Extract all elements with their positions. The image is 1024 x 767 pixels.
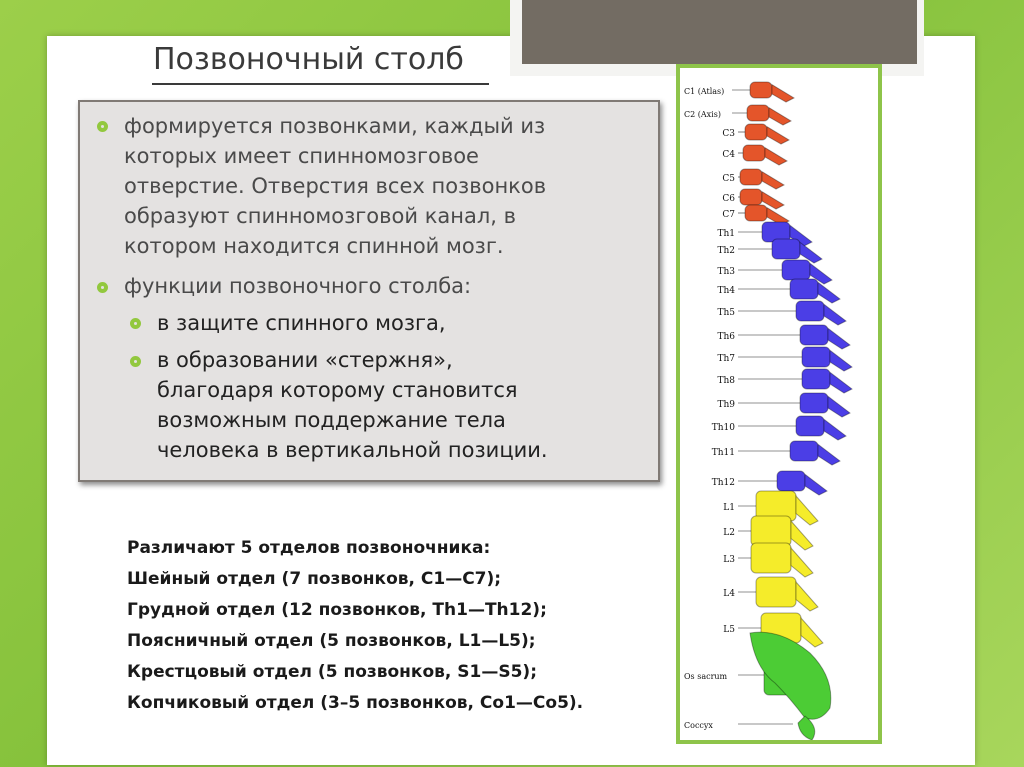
vertebra-process <box>791 548 813 577</box>
spine-section-line: Крестцовый отдел (5 позвонков, S1—S5); <box>127 662 537 682</box>
bullet-line: образуют спинномозговой канал, в <box>124 204 516 228</box>
vertebra-process <box>824 419 846 440</box>
vertebra-body <box>790 279 818 299</box>
sub-bullet-line: человека в вертикальной позиции. <box>157 438 548 462</box>
spine-label: C6 <box>722 194 735 204</box>
vertebra-body <box>790 441 818 461</box>
vertebra-body <box>747 105 769 121</box>
vertebra-body <box>802 347 830 367</box>
spine-label: C3 <box>722 129 735 139</box>
vertebra-body <box>800 325 828 345</box>
spine-section-line: Копчиковый отдел (3–5 позвонков, Co1—Co5). <box>127 693 584 713</box>
vertebra-body <box>802 369 830 389</box>
spine-label: C4 <box>722 150 735 160</box>
vertebra-process <box>762 172 784 189</box>
spine-section-line: Грудной отдел (12 позвонков, Th1—Th12); <box>127 600 547 620</box>
bullet-line: которых имеет спинномозговое <box>124 144 479 168</box>
vertebra-process <box>796 582 818 611</box>
spine-label: Th9 <box>717 400 735 410</box>
vertebra-body <box>756 577 796 607</box>
spine-label: L5 <box>723 625 735 635</box>
vertebra-process <box>765 148 787 165</box>
spine-section-line: Поясничный отдел (5 позвонков, L1—L5); <box>127 631 536 651</box>
vertebra-body <box>782 260 810 280</box>
spine-label: Th10 <box>711 423 735 433</box>
spine-label: L3 <box>723 555 735 565</box>
bullet-line: отверстие. Отверстия всех позвонков <box>124 174 547 198</box>
vertebra-process <box>818 282 840 303</box>
spine-label: Th7 <box>717 354 735 364</box>
vertebra-body <box>751 543 791 573</box>
spine-label: Os sacrum <box>684 672 728 681</box>
vertebra-body <box>743 145 765 161</box>
sub-bullet-icon <box>130 356 141 367</box>
spine-illustration-frame <box>676 64 882 744</box>
spine-label: Th11 <box>711 448 735 458</box>
vertebra-process <box>818 444 840 465</box>
vertebra-process <box>830 372 852 393</box>
sub-bullet-line: благодаря которому становится <box>157 378 518 402</box>
spine-label: C5 <box>722 174 735 184</box>
vertebra-body <box>745 124 767 140</box>
vertebra-process <box>767 127 789 144</box>
vertebra-process <box>824 304 846 325</box>
vertebra-process <box>796 496 818 525</box>
spine-label: Coccyx <box>684 721 713 730</box>
spine-label: Th4 <box>717 286 735 296</box>
spine-label: C2 (Axis) <box>684 110 721 119</box>
bullet-icon <box>97 282 108 293</box>
title-decoration-bar <box>522 0 917 64</box>
spine-label: C1 (Atlas) <box>684 87 725 96</box>
vertebra-body <box>740 189 762 205</box>
vertebra-process <box>801 618 823 647</box>
bullet-icon <box>97 121 108 132</box>
vertebra-process <box>830 350 852 371</box>
spine-sections-heading: Различают 5 отделов позвоночника: <box>127 538 491 558</box>
spine-label: L2 <box>723 528 735 538</box>
vertebra-process <box>828 396 850 417</box>
sub-bullet-line: в образовании «стержня», <box>157 348 453 372</box>
vertebra-body <box>751 516 791 546</box>
spine-label: Th6 <box>717 332 735 342</box>
spine-label: L1 <box>723 503 735 513</box>
vertebra-body <box>800 393 828 413</box>
title-underline <box>152 83 489 85</box>
spine-label: Th12 <box>711 478 735 488</box>
bullet-line: формируется позвонками, каждый из <box>124 114 546 138</box>
sub-bullet-line: возможным поддержание тела <box>157 408 506 432</box>
vertebra-body <box>796 301 824 321</box>
spine-label: Th5 <box>717 308 735 318</box>
spine-label: Th8 <box>717 376 735 386</box>
bullet-line: функции позвоночного столба: <box>124 274 472 298</box>
spine-label: Th2 <box>717 246 735 256</box>
bullet-line: котором находится спинной мозг. <box>124 234 504 258</box>
sub-bullet-icon <box>130 318 141 329</box>
vertebra-process <box>772 85 794 102</box>
spine-label: C7 <box>722 210 735 220</box>
spine-illustration <box>680 68 878 740</box>
vertebra-process <box>828 328 850 349</box>
vertebra-body <box>745 205 767 221</box>
spine-label: Th1 <box>717 229 735 239</box>
sub-bullet-line: в защите спинного мозга, <box>157 311 446 335</box>
vertebra-body <box>777 471 805 491</box>
vertebra-body <box>750 82 772 98</box>
vertebra-body <box>740 169 762 185</box>
vertebra-body <box>796 416 824 436</box>
spine-label: Th3 <box>717 267 735 277</box>
vertebra-process <box>769 108 791 125</box>
vertebra-process <box>805 474 827 495</box>
vertebra-body <box>772 239 800 259</box>
slide-title: Позвоночный столб <box>153 42 464 77</box>
spine-section-line: Шейный отдел (7 позвонков, С1—С7); <box>127 569 502 589</box>
spine-diagram <box>740 82 852 740</box>
spine-label: L4 <box>723 589 735 599</box>
